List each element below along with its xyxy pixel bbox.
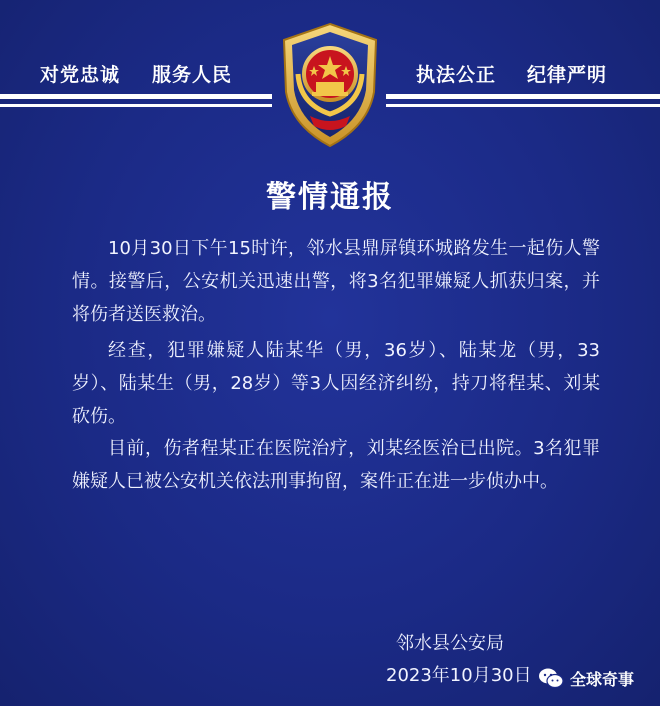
watermark-text: 全球奇事 [570, 669, 635, 689]
watermark [538, 664, 634, 692]
header-stripe [0, 104, 272, 107]
signature-org: 邻水县公安局 [396, 633, 504, 654]
wechat-icon [538, 667, 564, 689]
notice-title: 警情通报 [266, 180, 394, 215]
police-emblem-icon [276, 22, 384, 148]
header-stripe [386, 94, 660, 99]
slogan-fair-law: 执法公正 [416, 64, 497, 86]
notice-paragraph: 经查，犯罪嫌疑人陆某华（男，36岁）、陆某龙（男，33岁）、陆某生（男，28岁）等3人因经济纠纷，持刀将程某、刘某砍伤。 [72, 340, 600, 427]
notice-paragraph: 目前，伤者程某正在医院治疗，刘某经医治已出院。3名犯罪嫌疑人已被公安机关依法刑事拘留，案件正在进一步侦办中。 [72, 438, 600, 492]
header-stripe [0, 94, 272, 99]
slogan-loyalty: 对党忠诚 [40, 64, 121, 86]
header-stripe [386, 104, 660, 107]
slogan-serve-people: 服务人民 [152, 64, 233, 86]
notice-paragraph: 10月30日下午15时许，邻水县鼎屏镇环城路发生一起伤人警情。接警后，公安机关迅速出警，将3名犯罪嫌疑人抓获归案，并将伤者送医救治。 [72, 238, 600, 325]
signature-date: 2023年10月30日 [386, 665, 532, 686]
slogan-discipline: 纪律严明 [527, 64, 608, 86]
